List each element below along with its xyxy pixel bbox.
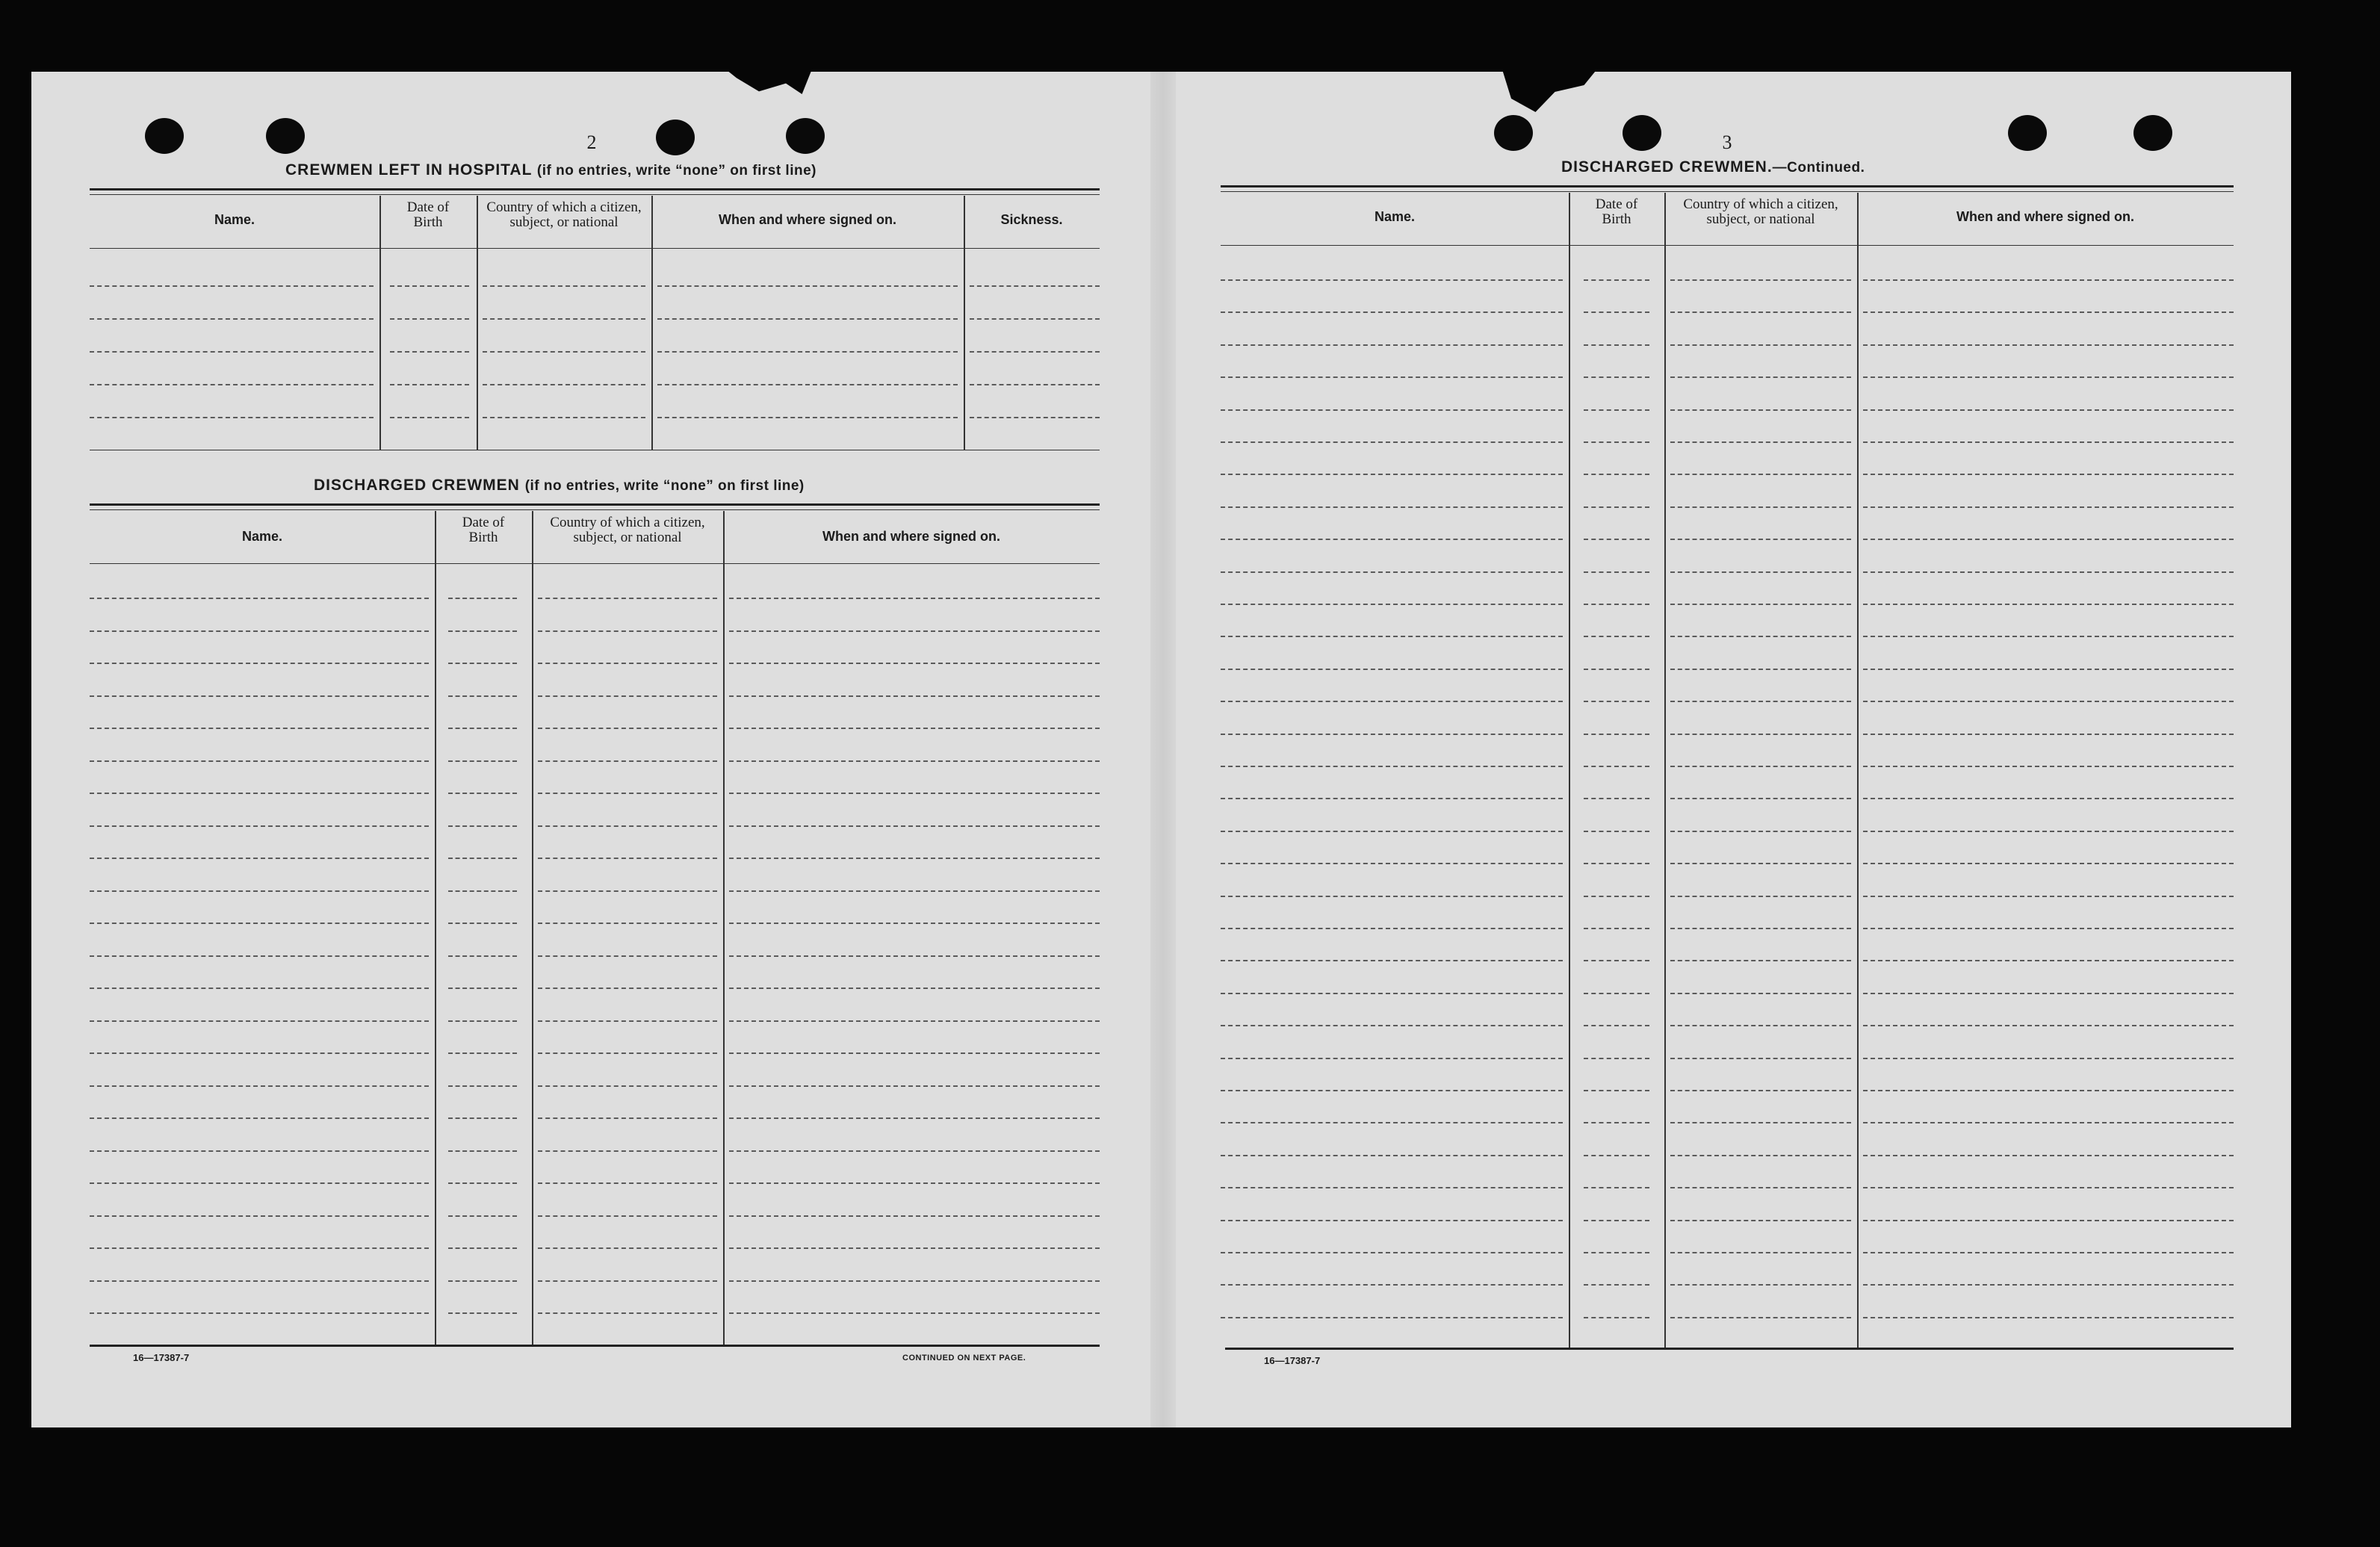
blank-ruled-line [448, 1150, 517, 1152]
blank-ruled-line [1670, 279, 1851, 281]
blank-ruled-line [729, 793, 1100, 794]
blank-ruled-line [729, 1215, 1100, 1217]
blank-ruled-line [970, 318, 1100, 320]
blank-ruled-line [1863, 669, 2234, 670]
blank-ruled-line [1863, 539, 2234, 540]
blank-ruled-line [1863, 766, 2234, 767]
section-title-text: DISCHARGED CREWMEN. [1561, 158, 1773, 176]
blank-ruled-line [1670, 441, 1851, 443]
blank-ruled-line [1221, 1090, 1563, 1091]
blank-ruled-line [448, 793, 517, 794]
section-title-text: CREWMEN LEFT IN HOSPITAL [285, 161, 533, 179]
blank-ruled-line [1670, 376, 1851, 378]
blank-ruled-line [448, 630, 517, 632]
blank-ruled-line [1221, 1220, 1563, 1221]
blank-ruled-line [1670, 701, 1851, 702]
blank-ruled-line [1221, 636, 1563, 637]
blank-ruled-line [1863, 701, 2234, 702]
blank-ruled-line [448, 1215, 517, 1217]
blank-ruled-line [970, 351, 1100, 353]
blank-ruled-line [729, 1020, 1100, 1022]
blank-ruled-line [1221, 1252, 1563, 1253]
blank-ruled-line [657, 285, 958, 287]
blank-ruled-line [1221, 539, 1563, 540]
blank-ruled-line [90, 955, 429, 957]
blank-ruled-line [538, 1182, 717, 1184]
blank-ruled-line [1584, 636, 1649, 637]
blank-ruled-line [729, 923, 1100, 924]
blank-ruled-line [1584, 344, 1649, 346]
blank-ruled-line [90, 890, 429, 892]
blank-ruled-line [483, 351, 645, 353]
blank-ruled-line [729, 695, 1100, 697]
blank-ruled-line [1584, 1252, 1649, 1253]
blank-ruled-line [90, 988, 429, 989]
blank-ruled-line [1584, 571, 1649, 573]
blank-ruled-line [729, 663, 1100, 664]
blank-ruled-line [1584, 506, 1649, 508]
blank-ruled-line [1670, 734, 1851, 735]
blank-ruled-line [1863, 376, 2234, 378]
blank-ruled-line [90, 1150, 429, 1152]
binder-hole [266, 118, 305, 154]
blank-ruled-line [1863, 1187, 2234, 1188]
blank-ruled-line [448, 760, 517, 762]
blank-ruled-line [1863, 993, 2234, 994]
blank-ruled-line [538, 695, 717, 697]
blank-ruled-line [90, 1085, 429, 1087]
blank-ruled-line [1863, 863, 2234, 864]
blank-ruled-line [1584, 960, 1649, 961]
blank-ruled-line [1670, 896, 1851, 897]
blank-ruled-line [1670, 863, 1851, 864]
col-header-date-of-birth: Date of Birth [462, 515, 505, 545]
blank-ruled-line [390, 318, 469, 320]
binder-hole [786, 118, 825, 154]
blank-ruled-line [538, 1247, 717, 1249]
blank-ruled-line [1221, 1155, 1563, 1156]
blank-ruled-line [1670, 1122, 1851, 1123]
blank-ruled-line [1584, 669, 1649, 670]
blank-ruled-line [538, 988, 717, 989]
blank-ruled-line [448, 728, 517, 729]
blank-ruled-line [1670, 636, 1851, 637]
page-number: 2 [586, 131, 597, 153]
section-title-discharged [314, 477, 805, 495]
blank-ruled-line [729, 1052, 1100, 1054]
blank-ruled-line [1221, 766, 1563, 767]
blank-ruled-line [538, 1052, 717, 1054]
blank-ruled-line [538, 1085, 717, 1087]
blank-ruled-line [657, 417, 958, 418]
blank-ruled-line [729, 1280, 1100, 1282]
blank-ruled-line [729, 1247, 1100, 1249]
blank-ruled-line [1584, 441, 1649, 443]
blank-ruled-line [1221, 441, 1563, 443]
binder-hole [2133, 115, 2172, 151]
blank-ruled-line [90, 1280, 429, 1282]
blank-ruled-line [970, 384, 1100, 385]
blank-ruled-line [1670, 798, 1851, 799]
blank-ruled-line [538, 663, 717, 664]
blank-ruled-line [90, 1020, 429, 1022]
blank-ruled-line [1863, 1122, 2234, 1123]
blank-ruled-line [729, 598, 1100, 599]
blank-ruled-line [1863, 409, 2234, 411]
blank-ruled-line [1584, 1317, 1649, 1318]
blank-ruled-line [90, 384, 374, 385]
blank-ruled-line [90, 630, 429, 632]
blank-ruled-line [390, 417, 469, 418]
blank-ruled-line [538, 890, 717, 892]
page-number: 3 [1722, 131, 1732, 153]
blank-ruled-line [483, 285, 645, 287]
blank-ruled-line [1863, 1252, 2234, 1253]
blank-ruled-line [1584, 474, 1649, 475]
blank-ruled-line [90, 1215, 429, 1217]
blank-ruled-line [1863, 571, 2234, 573]
blank-ruled-line [538, 1117, 717, 1119]
col-header-when-where: When and where signed on. [718, 212, 897, 227]
blank-ruled-line [729, 1150, 1100, 1152]
blank-ruled-line [90, 793, 429, 794]
blank-ruled-line [1221, 928, 1563, 929]
blank-ruled-line [1221, 701, 1563, 702]
blank-ruled-line [1670, 474, 1851, 475]
blank-ruled-line [729, 630, 1100, 632]
blank-ruled-line [390, 351, 469, 353]
col-header-when-where: When and where signed on. [822, 529, 1001, 544]
blank-ruled-line [1863, 1155, 2234, 1156]
blank-ruled-line [1221, 863, 1563, 864]
blank-ruled-line [1584, 896, 1649, 897]
blank-ruled-line [448, 1247, 517, 1249]
blank-ruled-line [1863, 441, 2234, 443]
blank-ruled-line [1863, 604, 2234, 605]
blank-ruled-line [90, 1312, 429, 1314]
blank-ruled-line [90, 728, 429, 729]
blank-ruled-line [1584, 993, 1649, 994]
blank-ruled-line [1584, 1122, 1649, 1123]
blank-ruled-line [1221, 896, 1563, 897]
blank-ruled-line [90, 1247, 429, 1249]
blank-ruled-line [538, 1312, 717, 1314]
blank-ruled-line [1863, 344, 2234, 346]
blank-ruled-line [1584, 1090, 1649, 1091]
blank-ruled-line [1584, 1284, 1649, 1286]
blank-ruled-line [90, 417, 374, 418]
blank-ruled-line [1221, 409, 1563, 411]
form-number: 16—17387-7 [1264, 1355, 1321, 1366]
blank-ruled-line [1863, 831, 2234, 832]
blank-ruled-line [729, 988, 1100, 989]
blank-ruled-line [729, 858, 1100, 859]
blank-ruled-line [390, 384, 469, 385]
blank-ruled-line [1863, 636, 2234, 637]
blank-ruled-line [538, 760, 717, 762]
blank-ruled-line [1584, 1058, 1649, 1059]
blank-ruled-line [729, 1182, 1100, 1184]
blank-ruled-line [448, 988, 517, 989]
blank-ruled-line [1221, 1317, 1563, 1318]
blank-ruled-line [1670, 831, 1851, 832]
blank-ruled-line [729, 1085, 1100, 1087]
blank-ruled-line [1584, 279, 1649, 281]
blank-ruled-line [1670, 669, 1851, 670]
blank-ruled-line [1670, 1090, 1851, 1091]
blank-ruled-line [1584, 766, 1649, 767]
blank-ruled-line [1863, 279, 2234, 281]
page-gutter [1150, 72, 1176, 1427]
col-header-name: Name. [1374, 209, 1416, 224]
blank-ruled-line [1584, 831, 1649, 832]
right-page [1162, 72, 2291, 1427]
form-number: 16—17387-7 [133, 1352, 190, 1363]
blank-ruled-line [448, 1312, 517, 1314]
blank-ruled-line [970, 417, 1100, 418]
blank-ruled-line [729, 1312, 1100, 1314]
blank-ruled-line [1670, 960, 1851, 961]
blank-ruled-line [90, 598, 429, 599]
blank-ruled-line [1221, 734, 1563, 735]
blank-ruled-line [448, 1182, 517, 1184]
blank-ruled-line [1863, 734, 2234, 735]
blank-ruled-line [1584, 798, 1649, 799]
blank-ruled-line [1863, 1025, 2234, 1026]
blank-ruled-line [1584, 1187, 1649, 1188]
blank-ruled-line [390, 285, 469, 287]
blank-ruled-line [1670, 571, 1851, 573]
blank-ruled-line [1863, 474, 2234, 475]
blank-ruled-line [1221, 1025, 1563, 1026]
blank-ruled-line [1584, 539, 1649, 540]
blank-ruled-line [1584, 409, 1649, 411]
blank-ruled-line [1584, 311, 1649, 313]
blank-ruled-line [1863, 928, 2234, 929]
col-header-date-of-birth: Date of Birth [406, 199, 450, 230]
blank-ruled-line [90, 285, 374, 287]
section-title-discharged-continued [1561, 158, 1865, 176]
blank-ruled-line [538, 858, 717, 859]
blank-ruled-line [1670, 928, 1851, 929]
blank-ruled-line [448, 598, 517, 599]
blank-ruled-line [1221, 506, 1563, 508]
blank-ruled-line [1221, 571, 1563, 573]
blank-ruled-line [90, 351, 374, 353]
blank-ruled-line [1670, 344, 1851, 346]
blank-ruled-line [1221, 669, 1563, 670]
section-subtitle: (if no entries, write “none” on first line) [524, 478, 805, 494]
blank-ruled-line [1221, 798, 1563, 799]
blank-ruled-line [448, 858, 517, 859]
binder-hole [1623, 115, 1661, 151]
continued-note: CONTINUED ON NEXT PAGE. [902, 1354, 1026, 1362]
blank-ruled-line [1221, 279, 1563, 281]
col-header-name: Name. [214, 212, 255, 227]
blank-ruled-line [1670, 409, 1851, 411]
blank-ruled-line [448, 955, 517, 957]
blank-ruled-line [1863, 1284, 2234, 1286]
blank-ruled-line [1221, 474, 1563, 475]
blank-ruled-line [729, 890, 1100, 892]
blank-ruled-line [1221, 1187, 1563, 1188]
blank-ruled-line [729, 955, 1100, 957]
blank-ruled-line [90, 825, 429, 827]
blank-ruled-line [1863, 1090, 2234, 1091]
col-header-when-where: When and where signed on. [1956, 209, 2135, 224]
blank-ruled-line [1670, 766, 1851, 767]
section-title-suffix: —Continued. [1772, 160, 1865, 176]
blank-ruled-line [538, 1150, 717, 1152]
blank-ruled-line [1863, 506, 2234, 508]
blank-ruled-line [1863, 1317, 2234, 1318]
blank-ruled-line [1584, 863, 1649, 864]
blank-ruled-line [483, 417, 645, 418]
blank-ruled-line [448, 663, 517, 664]
blank-ruled-line [90, 1182, 429, 1184]
binder-hole [656, 120, 695, 155]
blank-ruled-line [90, 923, 429, 924]
binder-hole [145, 118, 184, 154]
blank-ruled-line [1221, 604, 1563, 605]
col-header-name: Name. [241, 529, 283, 544]
blank-ruled-line [90, 695, 429, 697]
blank-ruled-line [1221, 311, 1563, 313]
blank-ruled-line [729, 760, 1100, 762]
blank-ruled-line [448, 825, 517, 827]
binder-hole [1494, 115, 1533, 151]
section-title-text: DISCHARGED CREWMEN [314, 477, 520, 494]
blank-ruled-line [1221, 376, 1563, 378]
blank-ruled-line [657, 351, 958, 353]
blank-ruled-line [90, 663, 429, 664]
blank-ruled-line [448, 890, 517, 892]
col-header-date-of-birth: Date of Birth [1595, 196, 1638, 227]
blank-ruled-line [448, 923, 517, 924]
blank-ruled-line [1670, 993, 1851, 994]
blank-ruled-line [538, 1215, 717, 1217]
section-title-hospital [285, 161, 816, 179]
blank-ruled-line [483, 384, 645, 385]
blank-ruled-line [1221, 960, 1563, 961]
blank-ruled-line [1670, 1317, 1851, 1318]
blank-ruled-line [538, 1020, 717, 1022]
blank-ruled-line [1670, 1252, 1851, 1253]
blank-ruled-line [1221, 993, 1563, 994]
blank-ruled-line [448, 1020, 517, 1022]
blank-ruled-line [90, 760, 429, 762]
blank-ruled-line [538, 1280, 717, 1282]
blank-ruled-line [1584, 701, 1649, 702]
blank-ruled-line [1221, 344, 1563, 346]
blank-ruled-line [1584, 376, 1649, 378]
col-header-country: Country of which a citizen, subject, or national [1683, 196, 1838, 227]
blank-ruled-line [90, 1117, 429, 1119]
blank-ruled-line [1221, 1284, 1563, 1286]
blank-ruled-line [1670, 1187, 1851, 1188]
blank-ruled-line [1863, 960, 2234, 961]
blank-ruled-line [1584, 1025, 1649, 1026]
blank-ruled-line [1863, 311, 2234, 313]
col-header-sickness: Sickness. [1000, 212, 1063, 227]
blank-ruled-line [538, 793, 717, 794]
blank-ruled-line [1863, 1220, 2234, 1221]
blank-ruled-line [538, 923, 717, 924]
blank-ruled-line [1863, 1058, 2234, 1059]
blank-ruled-line [448, 695, 517, 697]
blank-ruled-line [90, 318, 374, 320]
blank-ruled-line [1221, 1058, 1563, 1059]
blank-ruled-line [1584, 1155, 1649, 1156]
blank-ruled-line [1670, 539, 1851, 540]
blank-ruled-line [1670, 311, 1851, 313]
blank-ruled-line [538, 955, 717, 957]
blank-ruled-line [1584, 604, 1649, 605]
col-header-country: Country of which a citizen, subject, or national [486, 199, 642, 230]
blank-ruled-line [448, 1085, 517, 1087]
blank-ruled-line [448, 1052, 517, 1054]
left-page [31, 72, 1173, 1427]
section-subtitle: (if no entries, write “none” on first line) [536, 163, 816, 179]
blank-ruled-line [657, 318, 958, 320]
col-header-country: Country of which a citizen, subject, or national [550, 515, 705, 545]
blank-ruled-line [90, 858, 429, 859]
blank-ruled-line [1670, 1025, 1851, 1026]
blank-ruled-line [1670, 1058, 1851, 1059]
blank-ruled-line [729, 825, 1100, 827]
blank-ruled-line [1584, 734, 1649, 735]
blank-ruled-line [538, 728, 717, 729]
blank-ruled-line [1670, 1284, 1851, 1286]
blank-ruled-line [1863, 896, 2234, 897]
blank-ruled-line [1221, 831, 1563, 832]
blank-ruled-line [1584, 1220, 1649, 1221]
blank-ruled-line [448, 1117, 517, 1119]
blank-ruled-line [1863, 798, 2234, 799]
blank-ruled-line [729, 1117, 1100, 1119]
blank-ruled-line [1670, 1155, 1851, 1156]
blank-ruled-line [538, 630, 717, 632]
blank-ruled-line [483, 318, 645, 320]
blank-ruled-line [1670, 1220, 1851, 1221]
blank-ruled-line [1221, 1122, 1563, 1123]
blank-ruled-line [538, 825, 717, 827]
blank-ruled-line [448, 1280, 517, 1282]
blank-ruled-line [538, 598, 717, 599]
binder-hole [2008, 115, 2047, 151]
blank-ruled-line [729, 728, 1100, 729]
blank-ruled-line [657, 384, 958, 385]
blank-ruled-line [1584, 928, 1649, 929]
blank-ruled-line [90, 1052, 429, 1054]
blank-ruled-line [1670, 506, 1851, 508]
blank-ruled-line [1670, 604, 1851, 605]
blank-ruled-line [970, 285, 1100, 287]
